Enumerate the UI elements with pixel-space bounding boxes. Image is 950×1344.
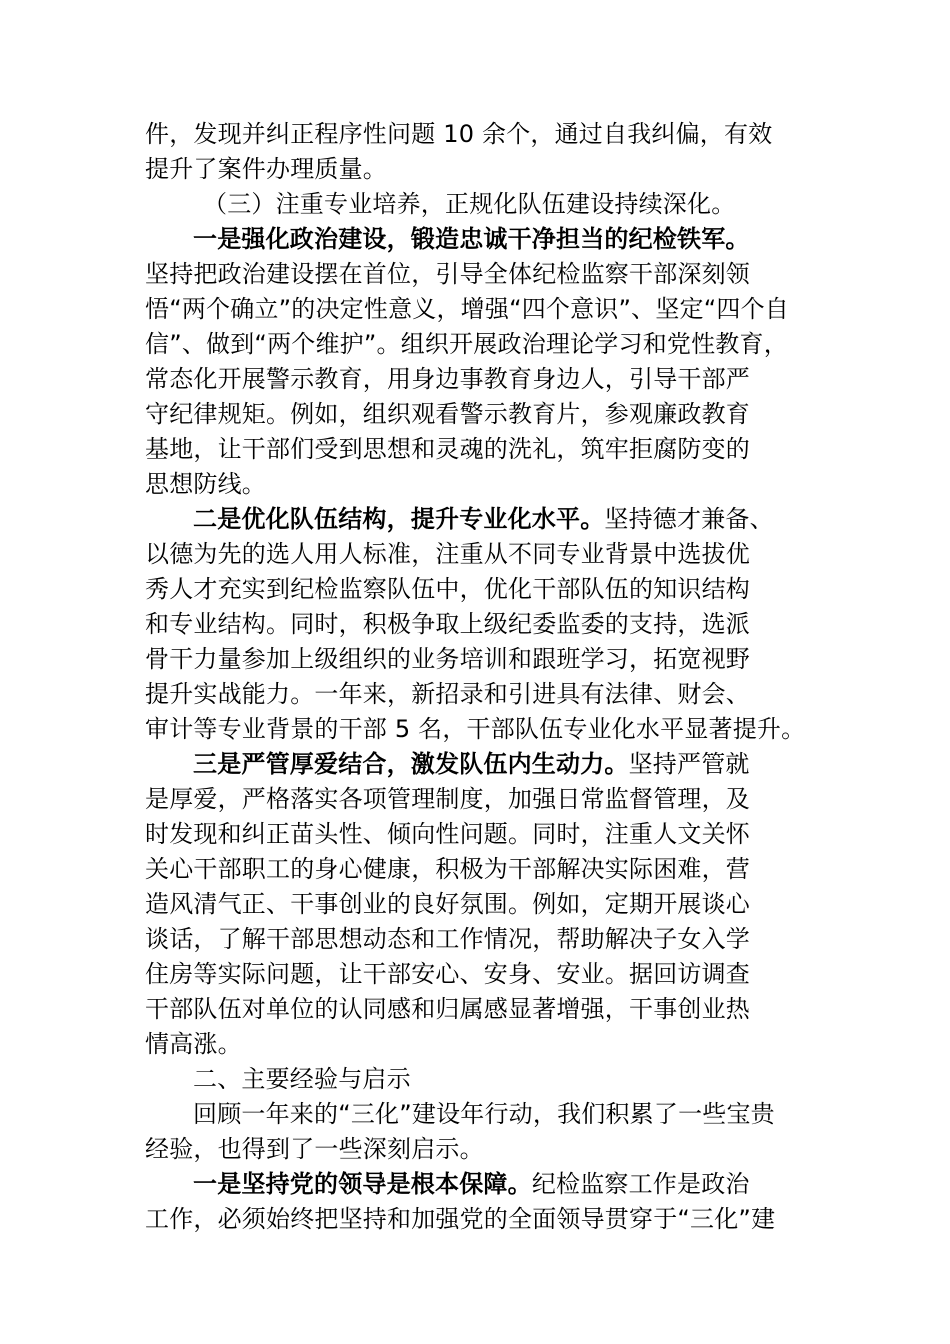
paragraph-line: 常态化开展警示教育，用身边事教育身边人，引导干部严 <box>145 365 750 393</box>
line-text: 坚持德才兼备、 <box>604 505 774 533</box>
paragraph-line: 情高涨。 <box>145 1030 242 1058</box>
paragraph-line: 工作，必须始终把坚持和加强党的全面领导贯穿于“三化”建 <box>145 1205 776 1233</box>
paragraph-line: 秀人才充实到纪检监察队伍中，优化干部队伍的知识结构 <box>145 575 750 603</box>
paragraph-line: 是厚爱，严格落实各项管理制度，加强日常监督管理，及 <box>145 785 750 813</box>
paragraph-line: 以德为先的选人用人标准，注重从不同专业背景中选拔优 <box>145 540 750 568</box>
paragraph-line: 坚持把政治建设摆在首位，引导全体纪检监察干部深刻领 <box>145 260 750 288</box>
paragraph-line: 基地，让干部们受到思想和灵魂的洗礼，筑牢拒腐防变的 <box>145 435 750 463</box>
paragraph-line <box>193 747 750 781</box>
paragraph-line: 审计等专业背景的干部 5 名，干部队伍专业化水平显著提升。 <box>145 715 806 743</box>
paragraph-line: 思想防线。 <box>145 470 266 498</box>
paragraph-line: 提升了案件办理质量。 <box>145 155 387 183</box>
bold-lead: 二是优化队伍结构，提升专业化水平。 <box>193 505 605 533</box>
paragraph-line: 干部队伍对单位的认同感和归属感显著增强，干事创业热 <box>145 995 750 1023</box>
paragraph-line: 谈话，了解干部思想动态和工作情况，帮助解决子女入学 <box>145 925 750 953</box>
paragraph-line: 回顾一年来的“三化”建设年行动，我们积累了一些宝贵 <box>193 1100 775 1128</box>
section-heading: （三）注重专业培养，正规化队伍建设持续深化。 <box>203 190 736 218</box>
paragraph-line: 信”、做到“两个维护”。组织开展政治理论学习和党性教育， <box>145 330 788 358</box>
paragraph-line: 件，发现并纠正程序性问题 10 余个，通过自我纠偏，有效 <box>145 120 773 148</box>
paragraph-line: 和专业结构。同时，积极争取上级纪委监委的支持，选派 <box>145 610 750 638</box>
bold-lead: 一是强化政治建设，锻造忠诚干净担当的纪检铁军。 <box>193 225 750 253</box>
paragraph-line <box>193 1167 750 1201</box>
paragraph-line: 悟“两个确立”的决定性意义，增强“四个意识”、坚定“四个自 <box>145 295 789 323</box>
paragraph-line: 经验，也得到了一些深刻启示。 <box>145 1135 484 1163</box>
line-text: 纪检监察工作是政治 <box>531 1170 750 1198</box>
paragraph-line: 造风清气正、干事创业的良好氛围。例如，定期开展谈心 <box>145 890 750 918</box>
line-text: 坚持严管就 <box>628 750 750 778</box>
paragraph-line: 关心干部职工的身心健康，积极为干部解决实际困难，营 <box>145 855 750 883</box>
paragraph-line: 住房等实际问题，让干部安心、安身、安业。据回访调查 <box>145 960 750 988</box>
paragraph-line: 时发现和纠正苗头性、倾向性问题。同时，注重人文关怀 <box>145 820 750 848</box>
bold-lead: 一是坚持党的领导是根本保障。 <box>193 1170 532 1198</box>
bold-lead: 三是严管厚爱结合，激发队伍内生动力。 <box>193 750 629 778</box>
section-heading: 二、主要经验与启示 <box>193 1065 411 1093</box>
paragraph-line: 守纪律规矩。例如，组织观看警示教育片，参观廉政教育 <box>145 400 750 428</box>
paragraph-line <box>193 502 774 536</box>
paragraph-line <box>193 222 750 256</box>
paragraph-line: 提升实战能力。一年来，新招录和引进具有法律、财会、 <box>145 680 750 708</box>
paragraph-line: 骨干力量参加上级组织的业务培训和跟班学习，拓宽视野 <box>145 645 750 673</box>
